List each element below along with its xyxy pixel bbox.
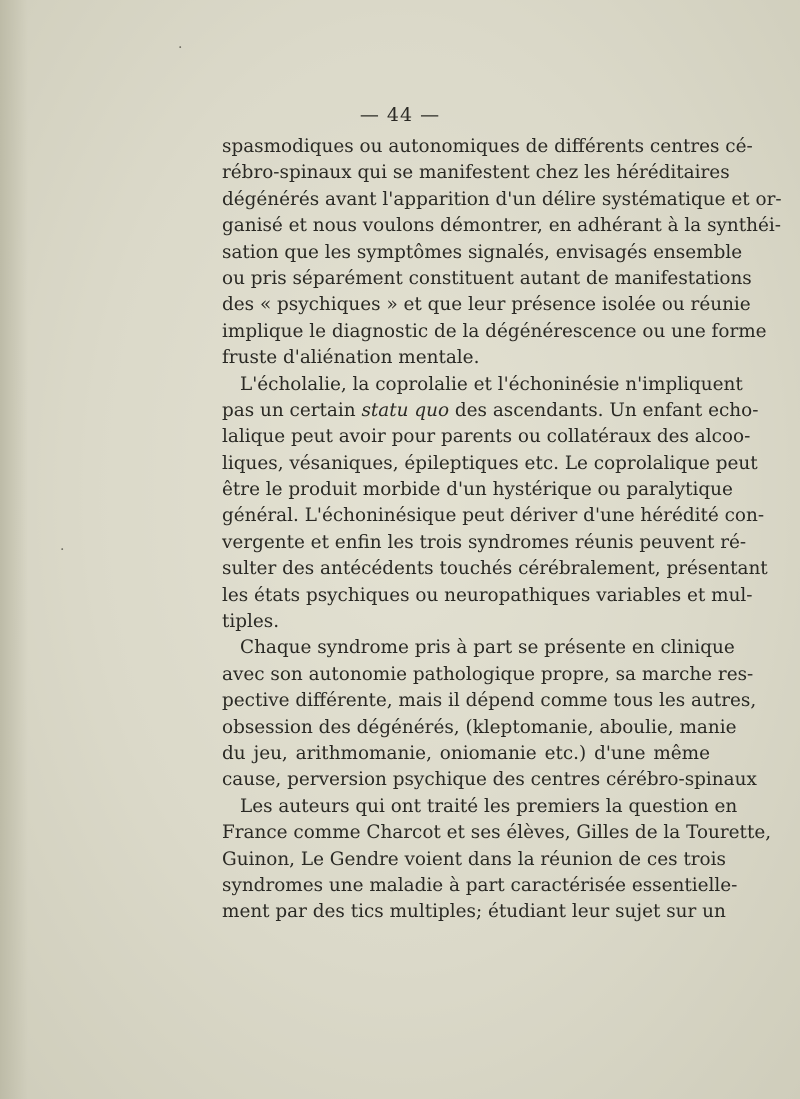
text-line: des « psychiques » et que leur présence isolée ou réunie [222,294,751,316]
text-line: lalique peut avoir pour parents ou collatéraux des alcoo- [222,426,751,448]
text-line: général. L'échoninésique peut dériver d'une hérédité con- [222,505,765,527]
text-line: France comme Charcot et ses élèves, Gilles de la Tourette, [222,822,772,844]
text-line: ganisé et nous voulons démontrer, en adhérant à la synthéi- [222,215,781,237]
text-line: L'écholalie, la coprolalie et l'échoninésie n'impliquent [240,373,743,395]
text-line: ou pris séparément constituent autant de manifestations [222,267,752,289]
speck-mark: · [60,542,65,558]
text-line: les états psychiques ou neuropathiques variables et mul- [222,584,753,606]
text-line: avec son autonomie pathologique propre, sa marche res- [222,663,754,685]
paragraph [222,372,768,636]
paragraph [222,794,772,926]
text-line: liques, vésaniques, épileptiques etc. Le coprolalique peut [222,452,758,474]
paragraph [222,635,757,793]
text-line: vergente et enfin les trois syndromes réunis peuvent ré- [222,531,747,553]
speck-mark: · [178,40,183,56]
page-edge-shadow [0,0,28,1099]
text-line: sulter des antécédents touchés cérébralement, présentant [222,558,768,580]
body-text [222,134,782,926]
text-line: dégénérés avant l'apparition d'un délire systématique et or- [222,188,782,210]
text-line: sation que les symptômes signalés, envisagés ensemble [222,241,743,263]
text-line: fruste d'aliénation mentale. [222,347,480,369]
text-line: spasmodiques ou autonomiques de différents centres cé- [222,136,753,157]
text-line: implique le diagnostic de la dégénérescence ou une forme [222,320,767,342]
page-number: — 44 — [359,104,441,126]
text-line: syndromes une maladie à part caractérisée essentielle- [222,874,738,896]
text-line: Guinon, Le Gendre voient dans la réunion de ces trois [222,848,726,870]
text-line: pective différente, mais il dépend comme tous les autres, [222,690,757,712]
text-line: Les auteurs qui ont traité les premiers la question en [240,795,738,817]
text-line: rébro-spinaux qui se manifestent chez les héréditaires [222,162,730,184]
text-line: ment par des tics multiples; étudiant leur sujet sur un [222,901,726,923]
text-line: tiples. [222,611,280,633]
text-line: pas un certain statu quo des ascendants. Un enfant echo- [222,399,759,421]
text-line: obsession des dégénérés, (kleptomanie, aboulie, manie [222,716,737,738]
text-line: Chaque syndrome pris à part se présente en clinique [240,637,735,659]
paragraph [222,134,782,372]
text-line: être le produit morbide d'un hystérique ou paralytique [222,479,733,501]
text-line: du jeu, arithmomanie, oniomanie etc.) d'une même [222,742,710,764]
text-line: cause, perversion psychique des centres cérébro-spinaux [222,769,757,791]
italic-phrase: statu quo [361,399,450,421]
